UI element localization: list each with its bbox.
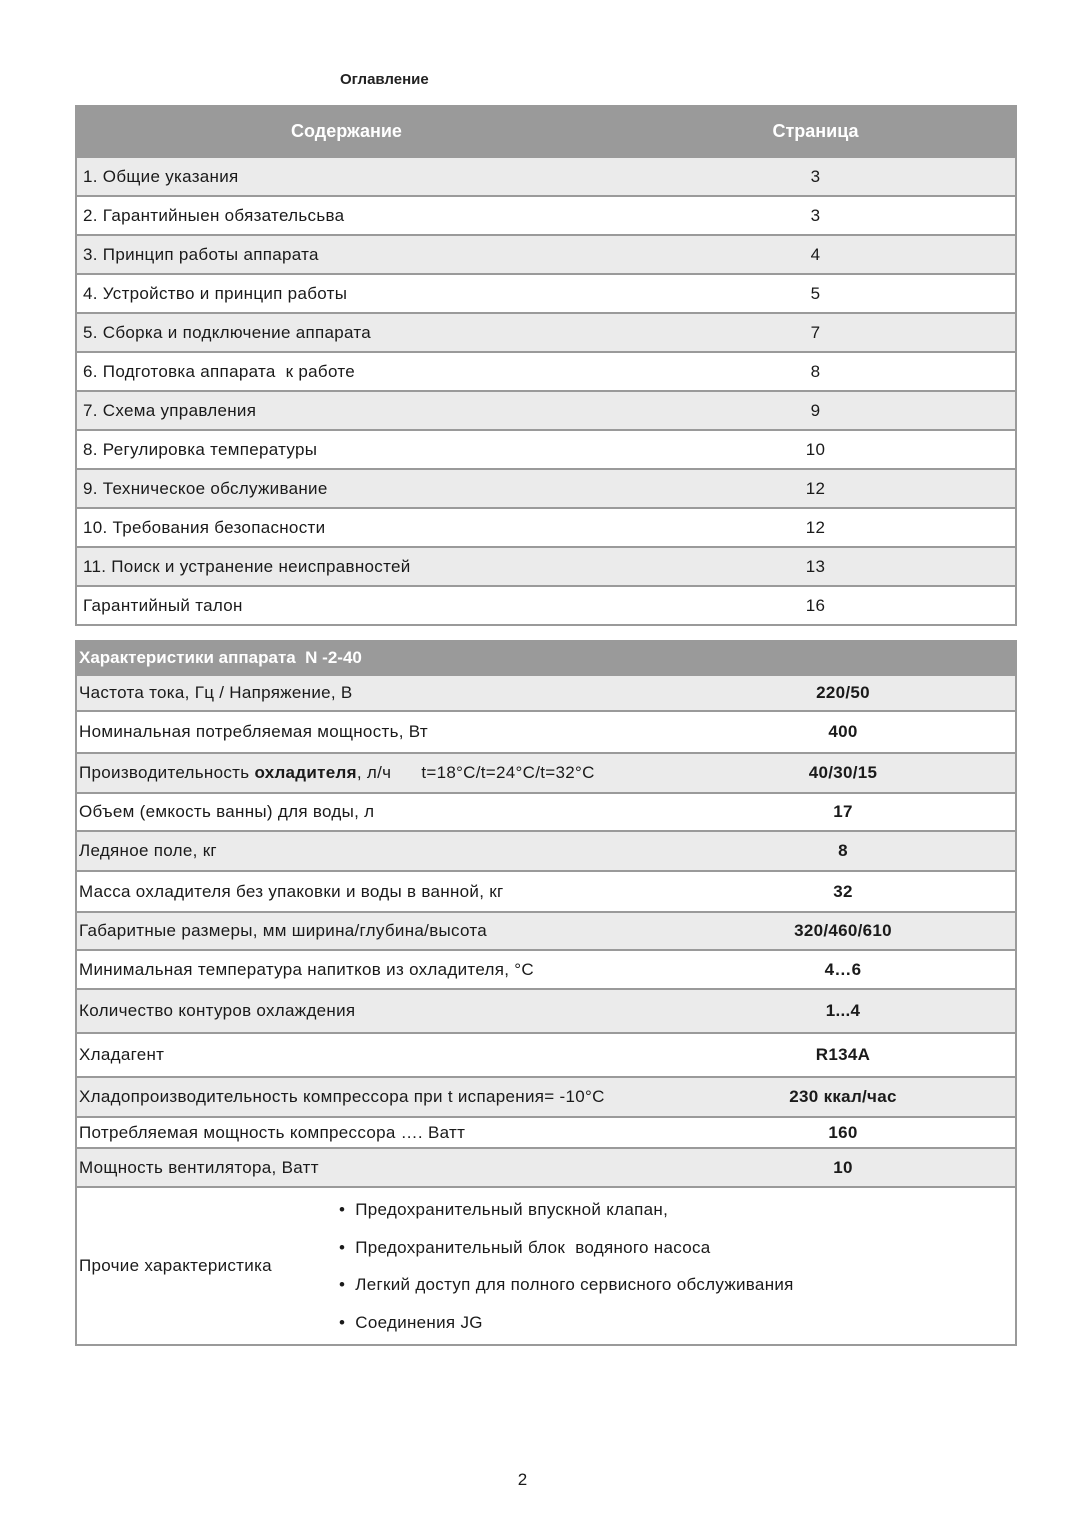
toc-row-title: 7. Схема управления [76, 391, 616, 430]
toc-row [76, 547, 1016, 586]
spec-row-productivity [76, 753, 1016, 793]
toc-header-page: Страница [616, 106, 1016, 157]
other-feature-item: • Предохранительный блок водяного насоса [339, 1229, 1013, 1267]
spec-label: Частота тока, Гц / Напряжение, В [76, 675, 671, 711]
specs-table [75, 640, 1017, 1346]
specs-title: Характеристики аппарата N -2-40 [76, 641, 1016, 675]
toc-row-title: 1. Общие указания [76, 157, 616, 196]
spec-value: 160 [671, 1117, 1016, 1148]
other-features [341, 1187, 1016, 1345]
toc-row [76, 157, 1016, 196]
toc-caption: Оглавление [340, 71, 429, 88]
spec-label: Потребляемая мощность компрессора …. Ватт [76, 1117, 671, 1148]
toc-row-page: 4 [616, 235, 1016, 274]
spec-row [76, 831, 1016, 871]
toc-header-content: Содержание [76, 106, 616, 157]
spec-label: Прочие характеристика [76, 1187, 341, 1345]
productivity-label-prefix: Производительность [79, 763, 255, 782]
toc-row [76, 313, 1016, 352]
spec-label: Мощность вентилятора, Ватт [76, 1148, 671, 1187]
toc-row-title: 2. Гарантийныен обязательсьва [76, 196, 616, 235]
toc-row-page: 9 [616, 391, 1016, 430]
spec-value: 230 ккал/час [671, 1077, 1016, 1117]
spec-value: R134A [671, 1033, 1016, 1077]
spec-value: 4…6 [671, 950, 1016, 989]
toc-row-title: 10. Требования безопасности [76, 508, 616, 547]
toc-row-page: 8 [616, 352, 1016, 391]
other-features-list [339, 1191, 1013, 1341]
spec-value: 32 [671, 871, 1016, 912]
spec-row [76, 1033, 1016, 1077]
spec-label: Габаритные размеры, мм ширина/глубина/высота [76, 912, 671, 950]
spec-label: Хладагент [76, 1033, 671, 1077]
toc-table [75, 105, 1017, 626]
spec-label: Количество контуров охлаждения [76, 989, 671, 1033]
spec-row [76, 912, 1016, 950]
other-feature-item: • Предохранительный впускной клапан, [339, 1191, 1013, 1229]
spec-row-other [76, 1187, 1016, 1345]
spec-label: Ледяное поле, кг [76, 831, 671, 871]
spec-label: Хладопроизводительность компрессора при t испарения= -10°С [76, 1077, 671, 1117]
spec-value: 400 [671, 711, 1016, 753]
toc-row-title: 9. Техническое обслуживание [76, 469, 616, 508]
toc-row [76, 508, 1016, 547]
toc-row [76, 274, 1016, 313]
toc-row [76, 352, 1016, 391]
toc-row-page: 13 [616, 547, 1016, 586]
toc-row-page: 10 [616, 430, 1016, 469]
toc-row [76, 235, 1016, 274]
page-number: 2 [517, 1470, 528, 1489]
toc-row-title: 8. Регулировка температуры [76, 430, 616, 469]
spec-label [76, 753, 671, 793]
spec-value: 1...4 [671, 989, 1016, 1033]
spec-value: 8 [671, 831, 1016, 871]
toc-row-page: 12 [616, 508, 1016, 547]
toc-row-page: 16 [616, 586, 1016, 625]
spec-row [76, 989, 1016, 1033]
spec-row [76, 1117, 1016, 1148]
toc-row-page: 3 [616, 196, 1016, 235]
toc-row-title: 5. Сборка и подключение аппарата [76, 313, 616, 352]
spec-value: 17 [671, 793, 1016, 831]
toc-row-page: 7 [616, 313, 1016, 352]
toc-row-title: 6. Подготовка аппарата к работе [76, 352, 616, 391]
spec-row [76, 871, 1016, 912]
toc-row-title: 4. Устройство и принцип работы [76, 274, 616, 313]
toc-header-row [76, 106, 1016, 157]
spec-row [76, 675, 1016, 711]
toc-row [76, 586, 1016, 625]
toc-row [76, 391, 1016, 430]
spec-row [76, 793, 1016, 831]
specs-header-row [76, 641, 1016, 675]
spec-value: 40/30/15 [671, 753, 1016, 793]
toc-row-page: 5 [616, 274, 1016, 313]
spec-label: Масса охладителя без упаковки и воды в ванной, кг [76, 871, 671, 912]
toc-row-title: Гарантийный талон [76, 586, 616, 625]
toc-row-title: 3. Принцип работы аппарата [76, 235, 616, 274]
toc-row-page: 3 [616, 157, 1016, 196]
spec-row [76, 950, 1016, 989]
toc-row [76, 430, 1016, 469]
spec-row [76, 1077, 1016, 1117]
spec-row [76, 711, 1016, 753]
other-feature-item: • Соединения JG [339, 1304, 1013, 1342]
toc-row-page: 12 [616, 469, 1016, 508]
toc-row [76, 469, 1016, 508]
spec-label: Минимальная температура напитков из охладителя, °С [76, 950, 671, 989]
other-feature-item: • Легкий доступ для полного сервисного обслуживания [339, 1266, 1013, 1304]
spec-value: 220/50 [671, 675, 1016, 711]
toc-row-title: 11. Поиск и устранение неисправностей [76, 547, 616, 586]
spec-value: 320/460/610 [671, 912, 1016, 950]
spec-label: Объем (емкость ванны) для воды, л [76, 793, 671, 831]
toc-row [76, 196, 1016, 235]
spec-value: 10 [671, 1148, 1016, 1187]
spec-label: Номинальная потребляемая мощность, Вт [76, 711, 671, 753]
productivity-label-suffix: , л/ч [356, 763, 392, 782]
productivity-label-bold: охладителя [254, 763, 357, 782]
productivity-temps: t=18°C/t=24°C/t=32°C [421, 763, 595, 782]
spec-row [76, 1148, 1016, 1187]
